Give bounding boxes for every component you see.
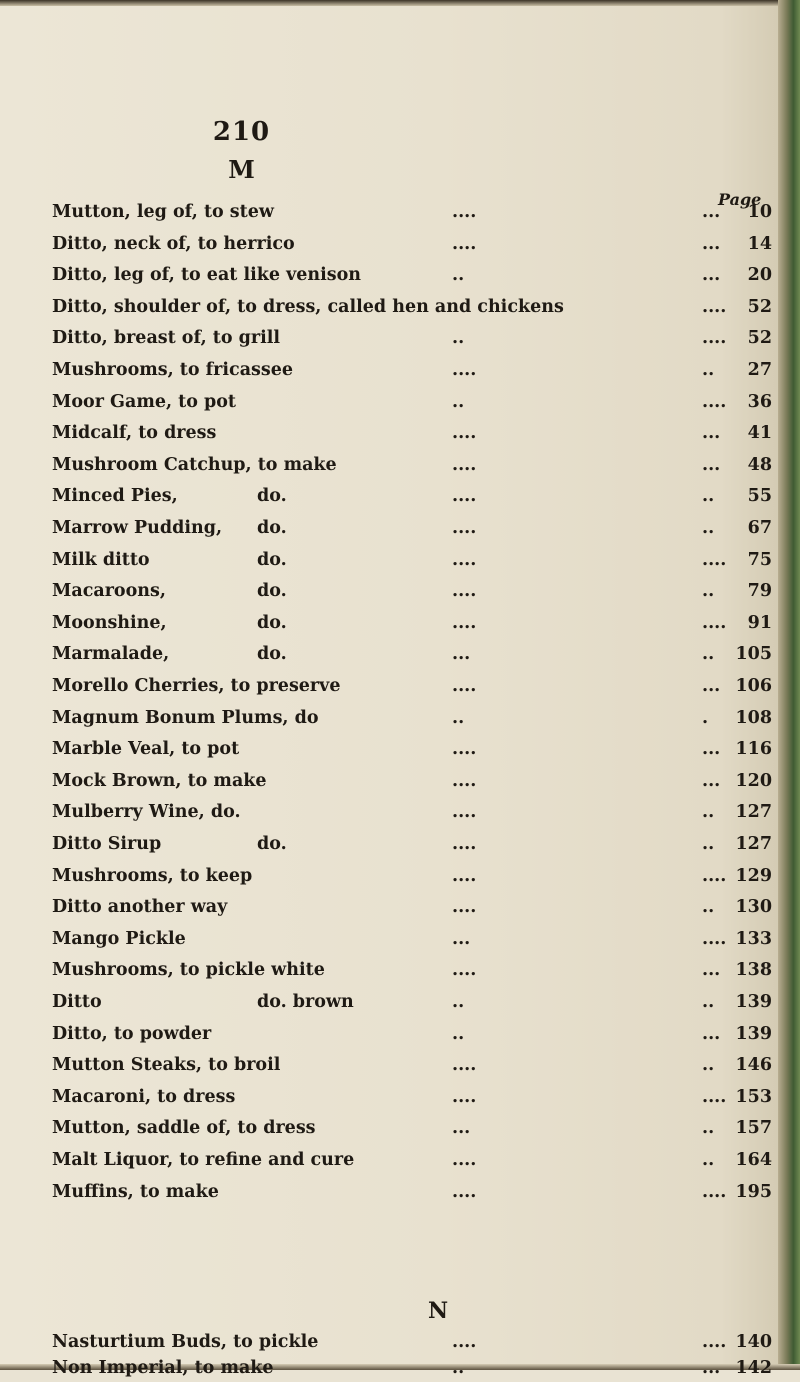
entry-title: Moor Game, to pot [52, 392, 236, 412]
entry-leader-dots: .. [452, 708, 465, 728]
index-entry [52, 324, 772, 352]
entry-page-number: 157 [735, 1118, 772, 1138]
entry-title: Mock Brown, to make [52, 771, 267, 791]
index-entry [52, 482, 772, 510]
index-entry [52, 419, 772, 447]
index-entry [52, 1051, 772, 1079]
entry-page-number: 79 [747, 581, 772, 601]
index-entry [52, 640, 772, 668]
entry-leader-dots: .. [702, 1150, 715, 1170]
entry-title: Ditto Sirup [52, 834, 162, 854]
entry-leader-dots: .... [702, 1332, 727, 1352]
entry-leader-dots: ... [452, 929, 471, 949]
index-entry [52, 451, 772, 479]
entry-page-number: 91 [747, 613, 772, 633]
entry-leader-dots: .. [452, 1024, 465, 1044]
entry-leader-dots: .... [452, 802, 477, 822]
entry-leader-dots: .... [452, 771, 477, 791]
entry-leader-dots: .... [452, 676, 477, 696]
index-entry [52, 356, 772, 384]
entry-leader-dots: .. [452, 265, 465, 285]
index-entry [52, 830, 772, 858]
entry-leader-dots: ... [702, 771, 721, 791]
entry-leader-dots: .. [702, 486, 715, 506]
index-entry [52, 735, 772, 763]
entry-title: Mutton, saddle of, to dress [52, 1118, 316, 1138]
entry-leader-dots: .... [452, 1182, 477, 1202]
index-entry [52, 704, 772, 732]
entry-leader-dots: ... [452, 1118, 471, 1138]
entry-leader-dots: .... [452, 960, 477, 980]
entry-page-number: 108 [735, 708, 772, 728]
entry-page-number: 67 [747, 518, 772, 538]
entry-leader-dots: .. [702, 897, 715, 917]
entry-page-number: 142 [735, 1358, 772, 1378]
entry-title: Mutton Steaks, to broil [52, 1055, 281, 1075]
entry-leader-dots: ... [702, 455, 721, 475]
index-entry [52, 388, 772, 416]
entry-leader-dots: .... [702, 1182, 727, 1202]
entry-leader-dots: .... [702, 392, 727, 412]
entry-title: Milk ditto [52, 550, 150, 570]
entry-ditto: do. brown [257, 992, 354, 1012]
entry-leader-dots: .. [452, 1358, 465, 1378]
entry-leader-dots: ... [702, 202, 721, 222]
entry-title: Ditto, breast of, to grill [52, 328, 281, 348]
entry-leader-dots: ... [702, 739, 721, 759]
entry-title: Macaroni, to dress [52, 1087, 236, 1107]
entry-leader-dots: .... [452, 518, 477, 538]
index-entry [52, 767, 772, 795]
entry-title: Mushroom Catchup, to make [52, 455, 337, 475]
entry-ditto: do. [257, 518, 287, 538]
entry-title: Muffins, to make [52, 1182, 219, 1202]
entry-title: Nasturtium Buds, to pickle [52, 1332, 319, 1352]
entry-leader-dots: ... [702, 960, 721, 980]
entry-page-number: 127 [735, 834, 772, 854]
entry-page-number: 127 [735, 802, 772, 822]
index-entry [52, 798, 772, 826]
entry-leader-dots: .. [452, 328, 465, 348]
entry-leader-dots: ... [702, 265, 721, 285]
entry-leader-dots: . [702, 708, 709, 728]
entry-page-number: 139 [735, 1024, 772, 1044]
entry-leader-dots: .... [702, 297, 727, 317]
entry-leader-dots: .... [702, 929, 727, 949]
entry-title: Mutton, leg of, to stew [52, 202, 274, 222]
entry-title: Morello Cherries, to preserve [52, 676, 341, 696]
index-entry [52, 198, 772, 226]
entry-title: Marble Veal, to pot [52, 739, 240, 759]
entry-title: Ditto, to powder [52, 1024, 212, 1044]
entry-page-number: 116 [735, 739, 772, 759]
entry-leader-dots: ... [702, 423, 721, 443]
entry-title: Midcalf, to dress [52, 423, 217, 443]
entry-page-number: 138 [735, 960, 772, 980]
entry-page-number: 146 [735, 1055, 772, 1075]
entry-leader-dots: .... [452, 455, 477, 475]
entry-page-number: 20 [747, 265, 772, 285]
index-entry [52, 1328, 772, 1356]
index-entry [52, 577, 772, 605]
entry-page-number: 14 [747, 234, 772, 254]
entry-leader-dots: .. [702, 802, 715, 822]
index-entry [52, 1114, 772, 1142]
entry-title: Ditto, neck of, to herrico [52, 234, 295, 254]
entry-page-number: 55 [747, 486, 772, 506]
entry-page-number: 129 [735, 866, 772, 886]
entry-page-number: 27 [747, 360, 772, 380]
page-column-header: Page [718, 190, 762, 209]
entry-leader-dots: .... [452, 866, 477, 886]
entry-page-number: 10 [747, 202, 772, 222]
entry-page-number: 195 [735, 1182, 772, 1202]
entry-leader-dots: .... [452, 234, 477, 254]
entry-leader-dots: .... [452, 550, 477, 570]
entry-ditto: do. [257, 486, 287, 506]
entry-leader-dots: .... [452, 834, 477, 854]
entry-title: Minced Pies, [52, 486, 178, 506]
page-number: 210 [212, 117, 271, 147]
entry-page-number: 48 [747, 455, 772, 475]
entry-leader-dots: .... [452, 360, 477, 380]
entry-leader-dots: ... [702, 676, 721, 696]
entry-title: Marrow Pudding, [52, 518, 223, 538]
entry-leader-dots: .... [702, 550, 727, 570]
entry-leader-dots: .... [452, 423, 477, 443]
entry-leader-dots: ... [702, 1358, 721, 1378]
entry-title: Malt Liquor, to refine and cure [52, 1150, 355, 1170]
entry-leader-dots: .... [452, 1087, 477, 1107]
entry-title: Mushrooms, to pickle white [52, 960, 325, 980]
entry-ditto: do. [257, 581, 287, 601]
entry-leader-dots: ... [702, 234, 721, 254]
entry-page-number: 105 [735, 644, 772, 664]
entry-leader-dots: ... [702, 1024, 721, 1044]
entry-page-number: 133 [735, 929, 772, 949]
entry-leader-dots: .... [452, 897, 477, 917]
entry-leader-dots: .. [702, 360, 715, 380]
entry-title: Ditto [52, 992, 102, 1012]
entry-leader-dots: .... [452, 202, 477, 222]
index-entry [52, 293, 772, 321]
entry-leader-dots: .. [702, 1055, 715, 1075]
index-entry [52, 925, 772, 953]
index-entry [52, 1083, 772, 1111]
index-entry [52, 862, 772, 890]
entry-leader-dots: .... [452, 581, 477, 601]
entry-title: Magnum Bonum Plums, do [52, 708, 319, 728]
index-entry [52, 1354, 772, 1382]
index-entry [52, 988, 772, 1016]
entry-leader-dots: .. [702, 518, 715, 538]
index-entry [52, 1146, 772, 1174]
entry-title: Ditto another way [52, 897, 228, 917]
index-entry [52, 609, 772, 637]
index-entry [52, 1020, 772, 1048]
entry-leader-dots: .. [702, 834, 715, 854]
entry-title: Macaroons, [52, 581, 166, 601]
entry-title: Mushrooms, to fricassee [52, 360, 294, 380]
entry-page-number: 75 [747, 550, 772, 570]
index-entry [52, 893, 772, 921]
entry-ditto: do. [257, 834, 287, 854]
entry-page-number: 140 [735, 1332, 772, 1352]
entry-leader-dots: .... [452, 1332, 477, 1352]
entry-leader-dots: .. [702, 1118, 715, 1138]
entry-page-number: 130 [735, 897, 772, 917]
index-entry [52, 546, 772, 574]
entry-title: Marmalade, [52, 644, 170, 664]
index-entry [52, 514, 772, 542]
entry-leader-dots: .... [452, 739, 477, 759]
entry-page-number: 106 [735, 676, 772, 696]
entry-page-number: 139 [735, 992, 772, 1012]
section-letter-n: N [428, 1298, 449, 1324]
index-entry [52, 230, 772, 258]
entry-title: Mushrooms, to keep [52, 866, 253, 886]
entry-title: Mulberry Wine, do. [52, 802, 241, 822]
entry-leader-dots: .... [702, 613, 727, 633]
entry-leader-dots: .... [452, 613, 477, 633]
entry-page-number: 41 [747, 423, 772, 443]
entry-page-number: 52 [747, 297, 772, 317]
entry-ditto: do. [257, 644, 287, 664]
entry-title: Ditto, shoulder of, to dress, called hen and chickens [52, 297, 564, 317]
entry-leader-dots: .. [452, 392, 465, 412]
entry-leader-dots: .... [702, 1087, 727, 1107]
entry-page-number: 153 [735, 1087, 772, 1107]
entry-ditto: do. [257, 550, 287, 570]
entry-page-number: 120 [735, 771, 772, 791]
entry-title: Mango Pickle [52, 929, 186, 949]
index-entry [52, 261, 772, 289]
index-entry [52, 1178, 772, 1206]
entry-leader-dots: .. [702, 581, 715, 601]
entry-leader-dots: .... [702, 866, 727, 886]
entry-leader-dots: .. [452, 992, 465, 1012]
entry-page-number: 164 [735, 1150, 772, 1170]
entry-leader-dots: .. [702, 644, 715, 664]
entry-title: Non Imperial, to make [52, 1358, 274, 1378]
entry-leader-dots: .... [452, 486, 477, 506]
entry-ditto: do. [257, 613, 287, 633]
index-entry [52, 956, 772, 984]
entry-leader-dots: .... [452, 1055, 477, 1075]
entry-leader-dots: ... [452, 644, 471, 664]
entry-leader-dots: .... [702, 328, 727, 348]
index-entry [52, 672, 772, 700]
entry-page-number: 52 [747, 328, 772, 348]
entry-page-number: 36 [747, 392, 772, 412]
entry-title: Ditto, leg of, to eat like venison [52, 265, 362, 285]
section-letter-m: M [228, 155, 255, 184]
entry-title: Moonshine, [52, 613, 167, 633]
entry-leader-dots: .... [452, 1150, 477, 1170]
entry-leader-dots: .. [702, 992, 715, 1012]
